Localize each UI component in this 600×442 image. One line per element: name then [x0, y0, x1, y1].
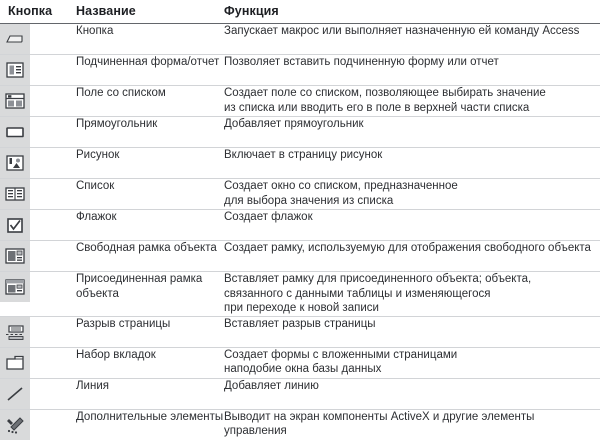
table-row: [0, 148, 600, 179]
table-row: [0, 409, 600, 440]
table-row: [0, 117, 600, 148]
control-function-cell: [224, 409, 600, 440]
table-row: [0, 241, 600, 272]
control-function-line: Позволяет вставить подчиненную форму или отчет: [224, 56, 499, 68]
control-name-cell: Флажок: [76, 211, 117, 223]
control-name-cell: Кнопка: [76, 25, 114, 37]
control-icon-cell: [0, 241, 76, 272]
control-name-cell: Набор вкладок: [76, 348, 156, 361]
control-function-line: Добавляет прямоугольник: [224, 118, 364, 130]
control-icon-cell: [0, 55, 76, 86]
column-header-name: Название: [76, 0, 224, 24]
control-function-line: Выводит на экран компоненты ActiveX и другие элементы: [224, 410, 535, 423]
unbound-object-frame-icon: [0, 241, 30, 271]
control-function-line: наподобие окна базы данных: [224, 363, 382, 375]
table-row: [0, 378, 600, 409]
control-name-cell: Подчиненная форма/отчет: [76, 56, 220, 68]
page-break-icon: [0, 317, 30, 347]
check-box-icon: [0, 210, 30, 240]
control-name-cell: Линия: [76, 379, 109, 392]
table-row: [0, 179, 600, 210]
control-function-cell: [224, 117, 600, 148]
tab-control-icon: [0, 348, 30, 378]
combo-box-icon: [0, 86, 30, 116]
table-row: [0, 55, 600, 86]
control-function-line: Включает в страницу рисунок: [224, 149, 383, 161]
control-name-cell: Свободная рамка объекта: [76, 242, 217, 254]
control-function-line: связанного с данными таблицы и изменяющегося: [224, 287, 491, 300]
line-icon: [0, 379, 30, 409]
control-function-cell: [224, 179, 600, 210]
rectangle-icon: [0, 117, 30, 147]
table-row: [0, 316, 600, 347]
table-header: [0, 0, 600, 24]
control-function-cell: [224, 347, 600, 378]
control-icon-cell: [0, 378, 76, 409]
bound-object-frame-icon: [0, 272, 30, 302]
table-row: [0, 24, 600, 55]
subform-subreport-icon: [0, 55, 30, 85]
control-icon-cell: [0, 210, 76, 241]
control-name-cell: Список: [76, 180, 115, 192]
control-function-cell: [224, 55, 600, 86]
table-row: [0, 272, 600, 317]
control-icon-cell: [0, 86, 76, 117]
table-row: [0, 347, 600, 378]
control-function-line: Создает рамку, используемую для отображения свободного объекта: [224, 242, 591, 254]
image-icon: [0, 148, 30, 178]
column-header-button: Кнопка: [0, 0, 76, 24]
control-name-cell: Дополнительные элементы: [76, 410, 224, 423]
control-function-line: Добавляет линию: [224, 379, 319, 392]
control-icon-cell: [0, 179, 76, 210]
control-icon-cell: [0, 316, 76, 347]
control-function-line: Создает окно со списком, предназначенное: [224, 180, 458, 192]
control-function-cell: [224, 210, 600, 241]
control-icon-cell: [0, 347, 76, 378]
control-function-line: Вставляет разрыв страницы: [224, 317, 376, 330]
control-name-cell: Присоединенная рамка объекта: [76, 273, 203, 300]
control-name-cell: Разрыв страницы: [76, 317, 171, 330]
control-function-cell: [224, 241, 600, 272]
control-name-cell: Прямоугольник: [76, 118, 158, 130]
control-icon-cell: [0, 272, 76, 317]
table-row: [0, 210, 600, 241]
control-function-cell: [224, 316, 600, 347]
control-icon-cell: [0, 24, 76, 55]
control-function-line: для выбора значения из списка: [224, 194, 394, 207]
control-function-cell: [224, 272, 600, 317]
control-icon-cell: [0, 117, 76, 148]
control-function-line: из списка или вводить его в поле в верхней части списка: [224, 101, 530, 114]
control-name-cell: Рисунок: [76, 149, 120, 161]
table-header-row: [0, 0, 600, 24]
table-row: [0, 86, 600, 117]
column-header-function: Функция: [224, 0, 600, 24]
table-body: [0, 24, 600, 440]
list-box-icon: [0, 179, 30, 209]
control-function-cell: [224, 24, 600, 55]
control-function-cell: [224, 86, 600, 117]
control-function-line: Запускает макрос или выполняет назначенную ей команду Access: [224, 25, 580, 37]
control-function-line: Вставляет рамку для присоединенного объекта; объекта,: [224, 273, 532, 285]
control-icon-cell: [0, 409, 76, 440]
control-name-cell: Поле со списком: [76, 87, 166, 99]
control-function-line: Создает поле со списком, позволяющее выбирать значение: [224, 87, 546, 99]
control-icon-cell: [0, 148, 76, 179]
control-function-line: Создает флажок: [224, 211, 313, 223]
command-button-icon: [0, 24, 30, 54]
control-function-line: при переходе к новой записи: [224, 302, 379, 314]
more-controls-icon: [0, 410, 30, 440]
control-function-cell: [224, 378, 600, 409]
control-function-line: управления: [224, 425, 287, 437]
control-function-line: Создает формы с вложенными страницами: [224, 348, 458, 361]
control-function-cell: [224, 148, 600, 179]
